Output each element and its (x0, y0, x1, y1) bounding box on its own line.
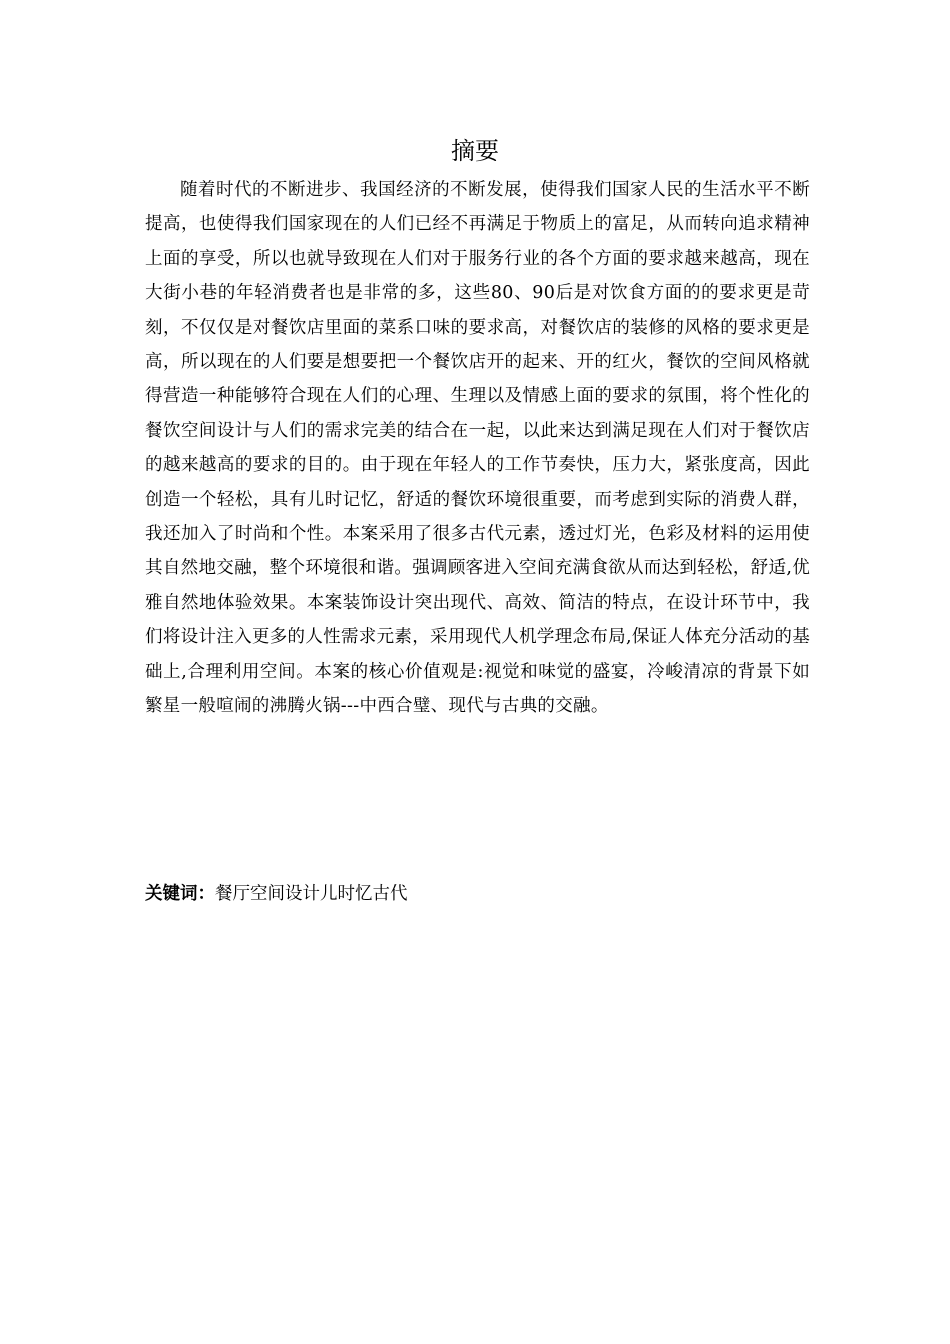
page-title: 摘要 (451, 137, 499, 165)
abstract-paragraph: 随着时代的不断进步、我国经济的不断发展，使得我们国家人民的生活水平不断提高，也使得我们国家现在的人们已经不再满足于物质上的富足，从而转向追求精神上面的享受，所以也就导致现在人们对于服务行业的各个方面的要求越来越高，现在大街小巷的年轻消费者也是非常的多，这些80、90后是对饮食方面的的要求更是苛刻，不仅仅是对餐饮店里面的菜系口味的要求高，对餐饮店的装修的风格的要求更是高，所以现在的人们要是想要把一个餐饮店开的起来、开的红火，餐饮的空间风格就得营造一种能够符合现在人们的心理、生理以及情感上面的要求的氛围，将个性化的餐饮空间设计与人们的需求完美的结合在一起，以此来达到满足现在人们对于餐饮店的越来越高的要求的目的。由于现在年轻人的工作节奏快，压力大，紧张度高，因此创造一个轻松，具有儿时记忆，舒适的餐饮环境很重要，而考虑到实际的消费人群，我还加入了时尚和个性。本案采用了很多古代元素，透过灯光，色彩及材料的运用使其自然地交融，整个环境很和谐。强调顾客进入空间充满食欲从而达到轻松，舒适,优雅自然地体验效果。本案装饰设计突出现代、高效、简洁的特点，在设计环节中，我们将设计注入更多的人性需求元素，采用现代人机学理念布局,保证人体充分活动的基础上,合理利用空间。本案的核心价值观是:视觉和味觉的盛宴，冷峻清凉的背景下如繁星一般喧闹的沸腾火锅---中西合璧、现代与古典的交融。 (145, 180, 810, 717)
keywords-line (145, 879, 810, 909)
keywords-label: 关键词： (145, 884, 215, 904)
keywords-value: 餐厅空间设计儿时忆古代 (215, 884, 408, 904)
